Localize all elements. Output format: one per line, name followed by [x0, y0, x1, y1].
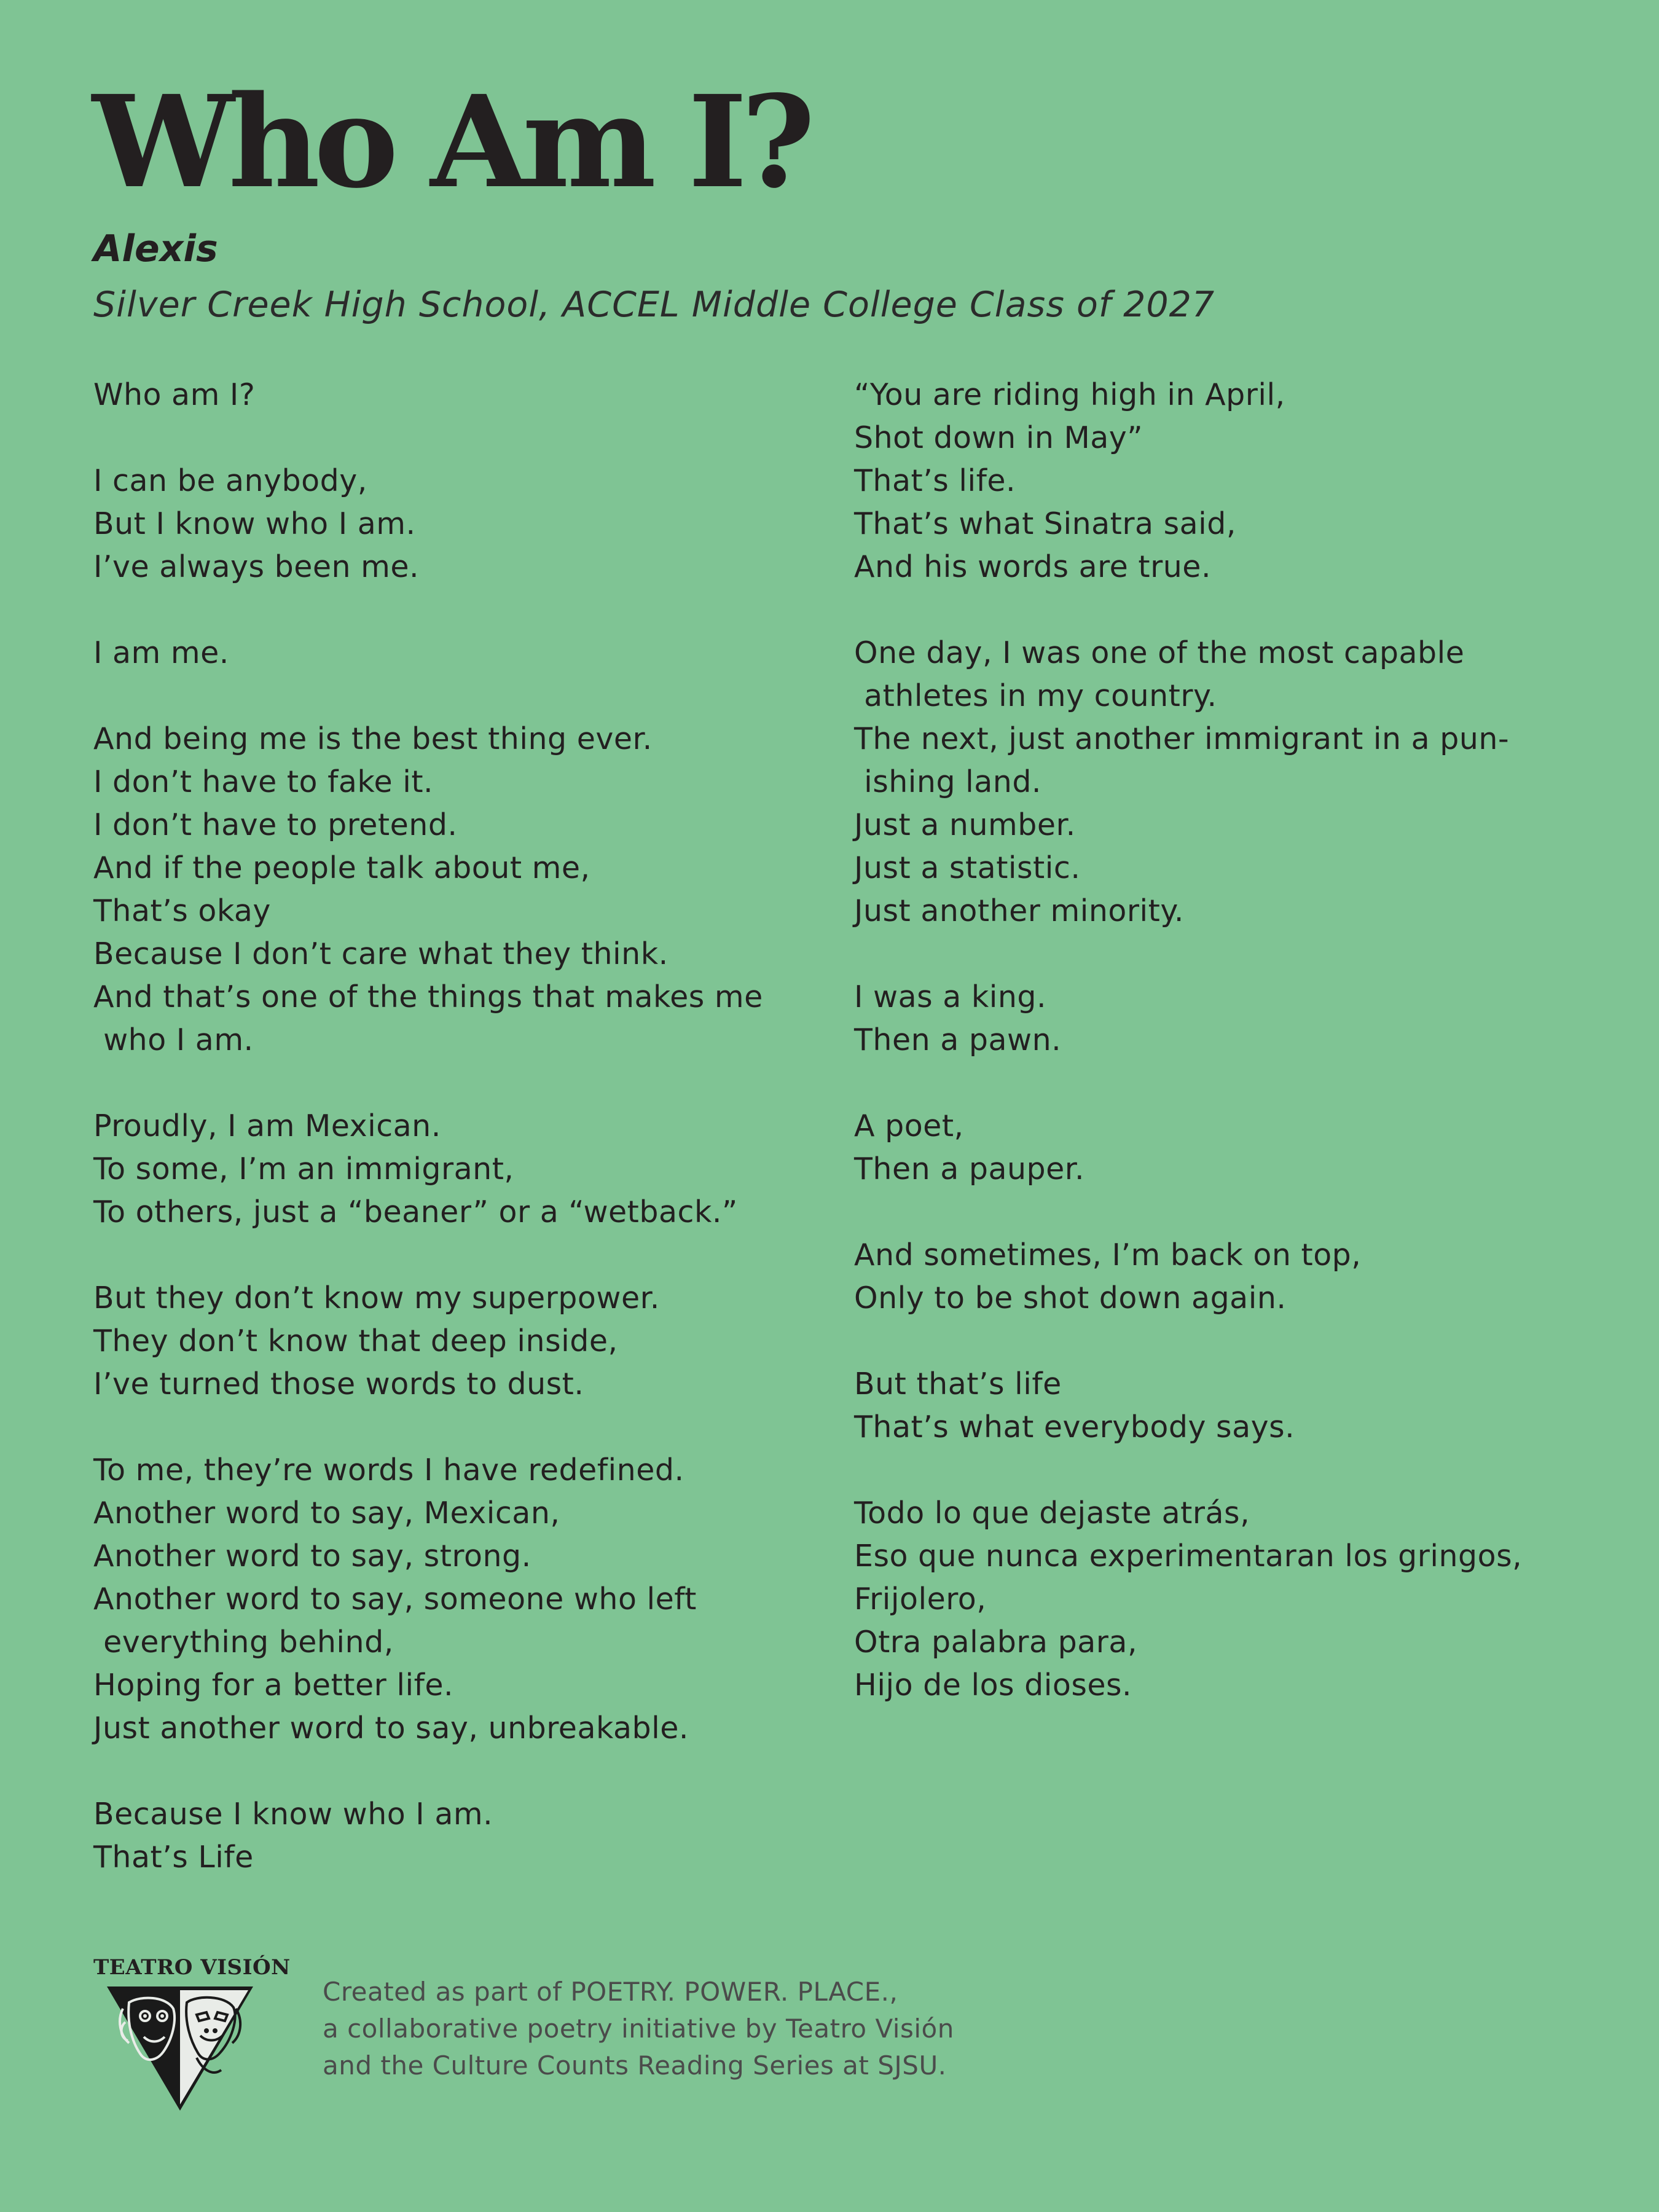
poem-line — [854, 589, 1616, 632]
poem-line: That’s what Sinatra said, — [854, 506, 1236, 541]
teatro-vision-logo — [92, 1955, 291, 2113]
poem-line: I don’t have to pretend. — [93, 807, 458, 842]
poem-line: Then a pawn. — [854, 1022, 1062, 1057]
poem-line: I’ve always been me. — [93, 549, 420, 584]
poem-line: I’ve turned those words to dust. — [93, 1367, 584, 1402]
poem-line: everything behind, — [93, 1625, 394, 1660]
poem-line: Todo lo que dejaste atrás, — [854, 1496, 1250, 1531]
poem-line: Otra palabra para, — [854, 1625, 1138, 1660]
poem-line — [93, 589, 831, 632]
poem-line: Then a pauper. — [854, 1151, 1085, 1186]
poem-line: To others, just a “beaner” or a “wetback.” — [93, 1194, 738, 1230]
poem-line: And being me is the best thing ever. — [93, 721, 653, 756]
poem-line: And that’s one of the things that makes me — [93, 979, 763, 1014]
poem-left-column — [93, 374, 831, 1879]
poem-line: Shot down in May” — [854, 420, 1143, 455]
poem-line: That’s life. — [854, 463, 1016, 498]
credit-text — [323, 1974, 954, 2084]
poem-line: Another word to say, someone who left — [93, 1582, 697, 1617]
poem-line: And if the people talk about me, — [93, 850, 590, 885]
poem-line: Just another minority. — [854, 893, 1184, 928]
poem-line: And sometimes, I’m back on top, — [854, 1237, 1362, 1273]
poem-line: Hoping for a better life. — [93, 1668, 454, 1703]
page-title: Who Am I? — [92, 68, 809, 216]
poem-line — [854, 933, 1616, 976]
poem-line — [93, 1062, 831, 1105]
poem-line: To me, they’re words I have redefined. — [93, 1453, 684, 1488]
poem-line: But I know who I am. — [93, 506, 416, 541]
poem-line: Eso que nunca experimentaran los gringos, — [854, 1539, 1523, 1574]
poem-line: who I am. — [93, 1022, 254, 1057]
poem-line — [854, 1320, 1616, 1363]
poem-line: And his words are true. — [854, 549, 1212, 584]
poem-line: They don’t know that deep inside, — [93, 1324, 618, 1359]
poem-line: Because I know who I am. — [93, 1797, 493, 1832]
poem-line: Proudly, I am Mexican. — [93, 1108, 441, 1143]
poem-line — [93, 1750, 831, 1793]
logo-wordmark: TEATRO VISIÓN — [93, 1955, 291, 1980]
poem-line: But they don’t know my superpower. — [93, 1281, 660, 1316]
poem-line — [93, 1406, 831, 1449]
poem-line: Just another word to say, unbreakable. — [93, 1711, 689, 1746]
poem-line: Hijo de los dioses. — [854, 1668, 1132, 1703]
poem-line: One day, I was one of the most capable — [854, 635, 1465, 670]
author-name: Alexis — [93, 227, 218, 270]
poem-line — [854, 1191, 1616, 1234]
school-line: Silver Creek High School, ACCEL Middle College Class of 2027 — [93, 284, 1215, 325]
poem-line — [854, 1449, 1616, 1492]
poem-line: That’s okay — [93, 893, 271, 928]
teatro-vision-triangle-masks-icon — [104, 1984, 256, 2113]
poem-line: Just a number. — [854, 807, 1076, 842]
poem-line — [93, 417, 831, 460]
poem-line: athletes in my country. — [854, 678, 1217, 713]
poem-line: “You are riding high in April, — [854, 377, 1285, 412]
poem-line: That’s what everybody says. — [854, 1410, 1295, 1445]
poem-line: I am me. — [93, 635, 229, 670]
poem-line — [93, 675, 831, 718]
poem-line: I don’t have to fake it. — [93, 764, 434, 799]
poem-line: I was a king. — [854, 979, 1047, 1014]
poem-line: But that’s life — [854, 1367, 1062, 1402]
poem-line: Another word to say, Mexican, — [93, 1496, 560, 1531]
poem-line: I can be anybody, — [93, 463, 367, 498]
poem-line: To some, I’m an immigrant, — [93, 1151, 514, 1186]
poem-line: Who am I? — [93, 377, 256, 412]
poem-line: Another word to say, strong. — [93, 1539, 531, 1574]
credit-line: Created as part of POETRY. POWER. PLACE., — [323, 1977, 898, 2007]
poem-line: A poet, — [854, 1108, 964, 1143]
poem-line: Because I don’t care what they think. — [93, 936, 669, 971]
poem-line: Only to be shot down again. — [854, 1281, 1287, 1316]
credit-line: a collaborative poetry initiative by Teatro Visión — [323, 2014, 954, 2044]
poem-line: The next, just another immigrant in a pun- — [854, 721, 1510, 756]
poem-right-column — [854, 374, 1616, 1707]
credit-line: and the Culture Counts Reading Series at SJSU. — [323, 2050, 947, 2081]
poem-line — [854, 1062, 1616, 1105]
poem-line: That’s Life — [93, 1840, 254, 1875]
poem-line: Frijolero, — [854, 1582, 987, 1617]
poem-line — [93, 1234, 831, 1277]
poem-line: Just a statistic. — [854, 850, 1081, 885]
poem-line: ishing land. — [854, 764, 1041, 799]
